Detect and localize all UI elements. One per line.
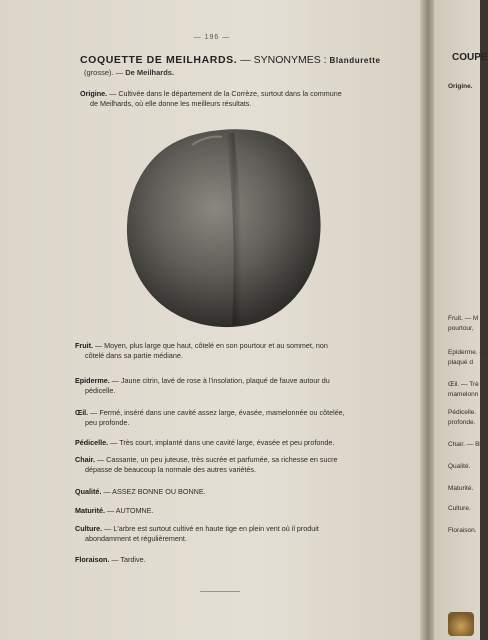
synonym-2: De Meilhards.	[125, 68, 175, 77]
section-floraison	[75, 555, 146, 565]
page-number: — 196 —	[193, 34, 231, 41]
right-fragment: Pédicelle.	[448, 409, 477, 416]
section-oeil-line-1: — Fermé, inséré dans une cavité assez large, évasée, mamelonnée ou côtelée,	[88, 408, 345, 417]
right-fragment: Floraison.	[448, 527, 477, 534]
section-oeil-label: Œil.	[75, 408, 89, 417]
section-fruit	[75, 341, 328, 361]
section-chair	[75, 455, 338, 475]
footer-rule	[200, 591, 240, 592]
right-fragment: profonde.	[448, 419, 476, 426]
variety-name: COQUETTE DE MEILHARDS.	[80, 54, 238, 66]
section-oeil	[75, 408, 345, 428]
section-maturite-line-1: — AUTOMNE.	[104, 506, 154, 515]
section-pedicelle	[75, 438, 334, 448]
section-oeil-line-2: peu profonde.	[85, 418, 130, 427]
origin-label: Origine.	[80, 89, 108, 98]
right-fragment: Epiderme. —	[448, 349, 486, 356]
right-fragment: Culture.	[448, 505, 471, 512]
section-fruit-label: Fruit.	[75, 341, 93, 350]
right-origin-label: Origine.	[448, 83, 473, 90]
synonym-separator: —	[113, 68, 126, 77]
section-fruit-line-2: côtelé dans sa partie médiane.	[85, 351, 183, 360]
section-qualite-line-1: — ASSEZ BONNE OU BONNE.	[101, 487, 206, 496]
section-maturite	[75, 506, 154, 516]
right-origin-fragment	[448, 82, 473, 91]
section-culture	[75, 524, 319, 544]
section-pedicelle-line-1: — Très court, implanté dans une cavité large, évasée et peu profonde.	[108, 438, 335, 447]
right-fragment: Qualité.	[448, 463, 471, 470]
section-qualite-label: Qualité.	[75, 487, 102, 496]
section-chair-line-2: dépasse de beaucoup la normale des autres variétés.	[85, 465, 257, 474]
section-qualite	[75, 487, 206, 497]
section-chair-line-1: — Cassante, un peu juteuse, très sucrée et parfumée, sa richesse en sucre	[94, 455, 338, 464]
section-fruit-line-1: — Moyen, plus large que haut, côtelé en son pourtour et au sommet, non	[92, 341, 328, 350]
origin-text-line-1: — Cultivée dans le département de la Corrèze, surtout dans la commune	[107, 89, 342, 98]
right-fragment: Fruit. — M	[448, 315, 479, 322]
right-fragment: Maturité.	[448, 485, 474, 492]
synonyms-label: — SYNONYMES :	[237, 54, 327, 66]
section-epiderme-label: Epiderme.	[75, 376, 110, 385]
section-epiderme	[75, 376, 330, 396]
thumbnail-image	[448, 612, 474, 636]
apple-photograph	[122, 125, 326, 330]
origin-text-line-2: de Meilhards, où elle donne les meilleurs résultats.	[90, 99, 252, 108]
section-floraison-label: Floraison.	[75, 555, 110, 564]
section-culture-line-1: — L'arbre est surtout cultivé en haute tige en plein vent où il produit	[102, 524, 319, 533]
right-fragment: Œil. — Trè	[448, 381, 479, 388]
section-culture-label: Culture.	[75, 524, 103, 533]
right-page-heading: COUPE	[452, 52, 488, 63]
right-fragment: Chair. — Bl	[448, 441, 481, 448]
section-culture-line-2: abondamment et régulièrement.	[85, 534, 187, 543]
right-fragment: pourtour,	[448, 325, 474, 332]
entry-heading	[80, 54, 400, 67]
synonym-1: Blandurette	[329, 56, 381, 65]
section-maturite-label: Maturité.	[75, 506, 105, 515]
right-fragment: mamelonn	[448, 391, 479, 398]
section-pedicelle-label: Pédicelle.	[75, 438, 109, 447]
right-fragment: plaqué d	[448, 359, 473, 366]
synonyms-continued	[84, 68, 174, 77]
synonym-1-note: (grosse).	[84, 68, 114, 77]
section-chair-label: Chair.	[75, 455, 95, 464]
section-epiderme-line-2: pédicelle.	[85, 386, 116, 395]
origin-paragraph	[80, 89, 342, 109]
section-floraison-line-1: — Tardive.	[109, 555, 146, 564]
section-epiderme-line-1: — Jaune citrin, lavé de rose à l'insolation, plaqué de fauve autour du	[109, 376, 330, 385]
